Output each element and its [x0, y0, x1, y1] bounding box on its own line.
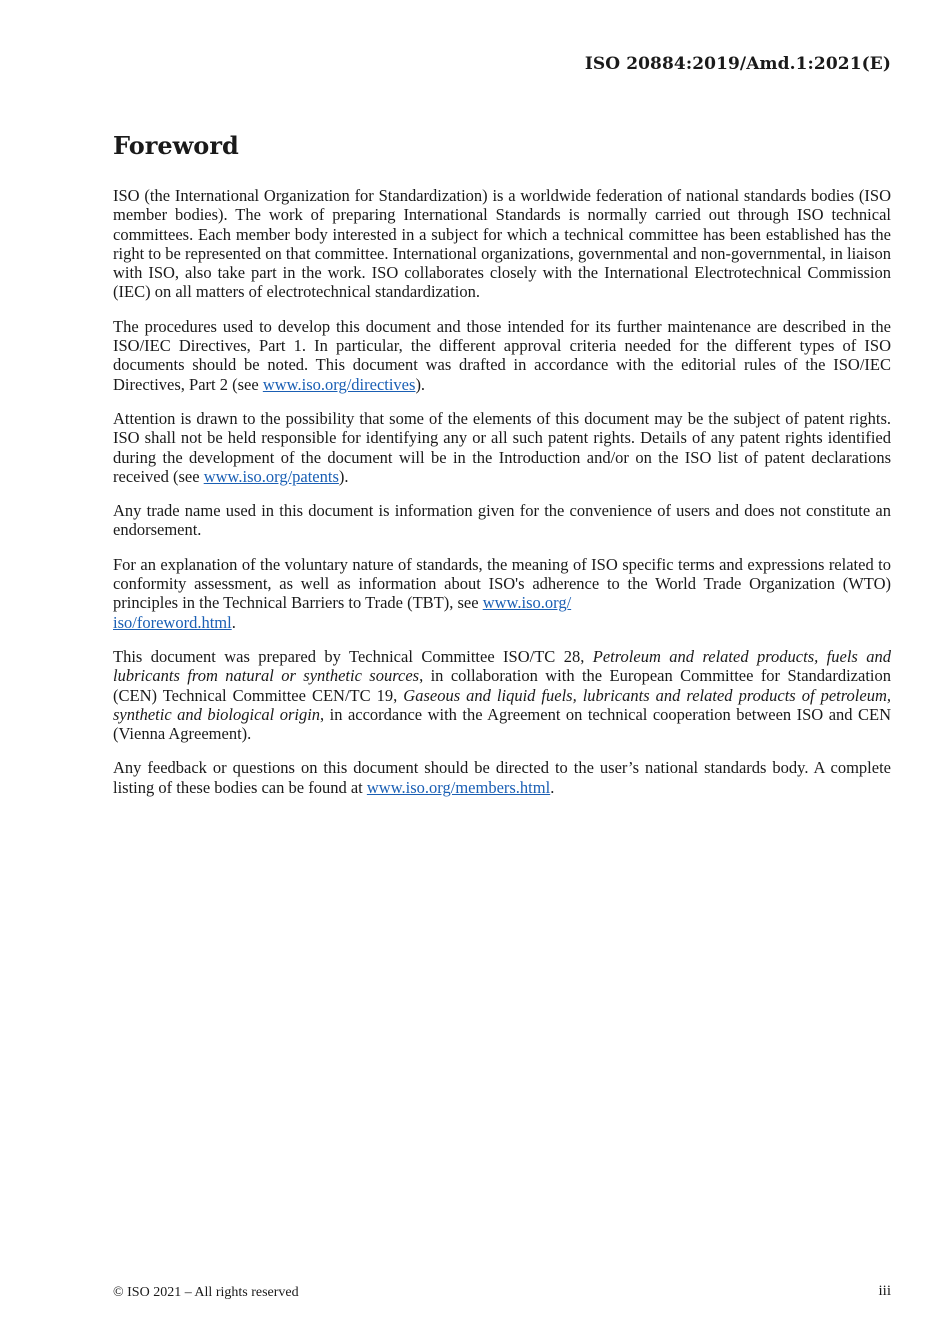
paragraph-procedures: [113, 317, 891, 394]
paragraph-text: This document was prepared by Technical Committee ISO/TC 28,: [113, 646, 593, 666]
members-link[interactable]: www.iso.org/members.html: [366, 777, 551, 797]
copyright-notice: © ISO 2021 – All rights reserved: [113, 1285, 299, 1300]
paragraph-text: Any feedback or questions on this document should be directed to the user’s national standards body. A complete listing of these bodies can be found at: [113, 758, 891, 797]
paragraph-text: ).: [338, 466, 349, 486]
committee-title-cen: Gaseous and liquid fuels, lubricants and related products of petroleum, synthetic and biological origin: [113, 685, 891, 724]
page-number: iii: [878, 1283, 891, 1299]
paragraph-text: Attention is drawn to the possibility that some of the elements of this document may be the subject of patent rights. ISO shall not be held responsible for identifying any or all such patent rights. Details of any patent rights identified during the development of the document will be in the Introduction and/or on the ISO list of patent declarations received (see: [113, 408, 891, 486]
paragraph-voluntary-nature: [113, 555, 891, 632]
paragraph-patents: [113, 409, 891, 486]
page-title: Foreword: [113, 131, 239, 160]
paragraph-text: , in accordance with the Agreement on technical cooperation between ISO and CEN (Vienna Agreement).: [113, 704, 891, 744]
paragraph-feedback: [113, 758, 891, 797]
paragraph-text: , in collaboration with the European Committee for Standardization (CEN) Technical Committee CEN/TC 19,: [113, 666, 891, 705]
paragraph-text: .: [231, 612, 236, 632]
paragraph-iso-overview: [113, 186, 891, 302]
paragraph-text: The procedures used to develop this document and those intended for its further maintenance are described in the ISO/IEC Directives, Part 1. In particular, the different approval criteria needed for the different types of ISO documents should be noted. This document was drafted in accordance with the editorial rules of the ISO/IEC Directives, Part 2 (see: [113, 316, 891, 394]
directives-link[interactable]: www.iso.org/directives: [262, 374, 416, 394]
paragraph-text: ISO (the International Organization for Standardization) is a worldwide federation of national standards bodies (ISO member bodies). The work of preparing International Standards is normally carried out through ISO technical committees. Each member body interested in a subject for which a technical committee has been established has the right to be represented on that committee. International organizations, governmental and non-governmental, in liaison with ISO, also take part in the work. ISO collaborates closely with the International Electrotechnical Commission (IEC) on all matters of electrotechnical standardization.: [113, 186, 891, 302]
paragraph-text: .: [550, 777, 555, 797]
document-id: ISO 20884:2019/Amd.1:2021(E): [584, 54, 891, 74]
foreword-body: [113, 186, 891, 812]
paragraph-text: Any trade name used in this document is information given for the convenience of users and does not constitute an endorsement.: [113, 501, 891, 540]
foreword-link-part2[interactable]: iso/foreword.html: [113, 612, 232, 632]
paragraph-committee: [113, 647, 891, 743]
patents-link[interactable]: www.iso.org/patents: [203, 466, 339, 486]
paragraph-trade-name: [113, 501, 891, 540]
paragraph-text: ).: [415, 374, 426, 394]
committee-title-iso: Petroleum and related products, fuels and lubricants from natural or synthetic sources: [113, 646, 891, 686]
paragraph-text: For an explanation of the voluntary nature of standards, the meaning of ISO specific terms and expressions related to conformity assessment, as well as information about ISO's adherence to the World Trade Organization (WTO) principles in the Technical Barriers to Trade (TBT), see: [113, 554, 891, 613]
foreword-link-part1[interactable]: www.iso.org/: [482, 593, 572, 613]
